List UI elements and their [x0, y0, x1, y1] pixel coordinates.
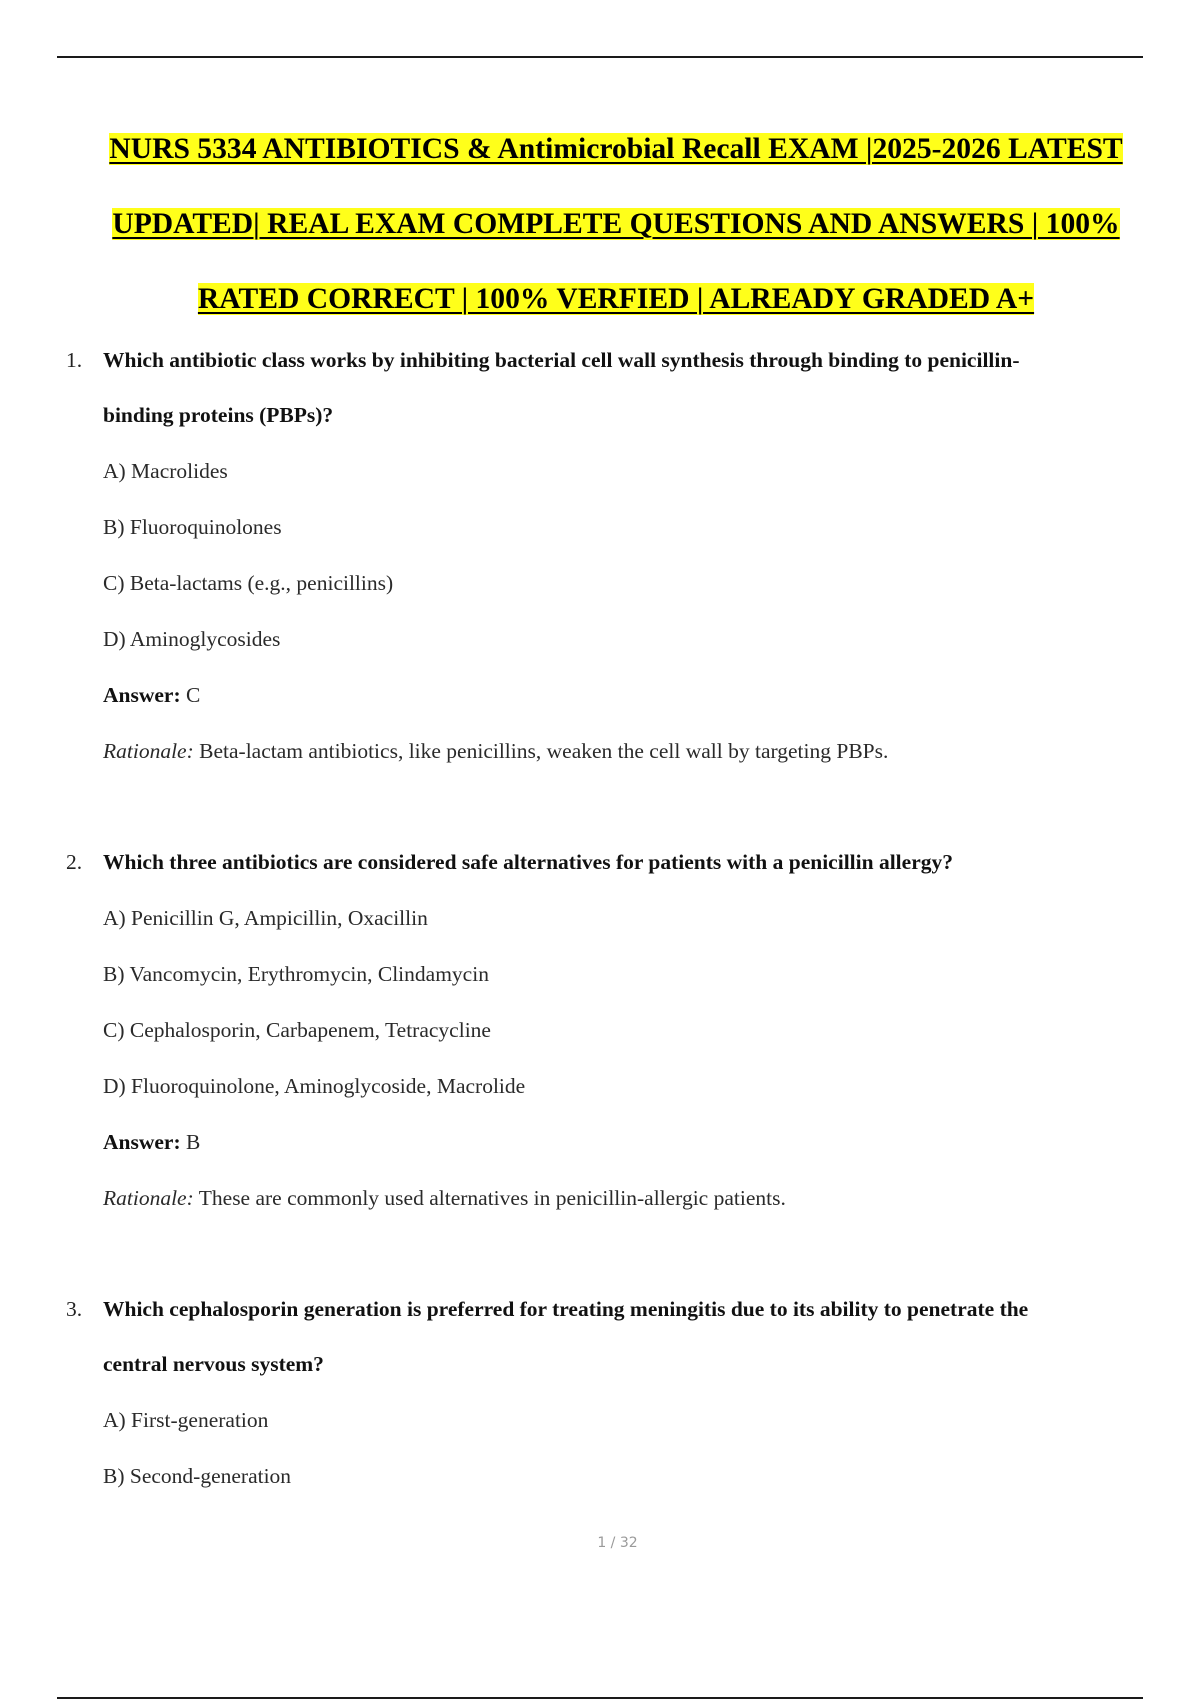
- rationale: [62, 723, 1152, 779]
- top-rule: [57, 56, 1143, 58]
- question-1: [62, 333, 1152, 779]
- question-text: [62, 835, 1152, 890]
- question-number: 3.: [66, 1297, 83, 1321]
- question-text-continued: [62, 1337, 1152, 1392]
- rationale-text: These are commonly used alternatives in penicillin-allergic patients.: [198, 1186, 786, 1210]
- option-b: B) Second-generation: [103, 1464, 292, 1488]
- question-text-line-1: Which cephalosporin generation is preferred for treating meningitis due to its ability to penetrate the: [103, 1297, 1029, 1321]
- answer-label: Answer:: [103, 683, 181, 707]
- option-c: C) Cephalosporin, Carbapenem, Tetracycline: [103, 1018, 491, 1042]
- option-b: B) Fluoroquinolones: [103, 515, 282, 539]
- question-2: [62, 835, 1152, 1226]
- rationale: [62, 1170, 1152, 1226]
- question-text-line-1: Which three antibiotics are considered safe alternatives for patients with a penicillin allergy?: [103, 850, 953, 874]
- option-c: C) Beta-lactams (e.g., penicillins): [103, 571, 394, 595]
- rationale-text: Beta-lactam antibiotics, like penicillins, weaken the cell wall by targeting PBPs.: [199, 739, 889, 763]
- question-text-line-2: binding proteins (PBPs)?: [103, 403, 334, 427]
- bottom-rule: [57, 1697, 1143, 1699]
- answer-value: B: [186, 1130, 201, 1154]
- rationale-label: Rationale:: [103, 739, 194, 763]
- answer-value: C: [186, 683, 201, 707]
- option-a: A) Penicillin G, Ampicillin, Oxacillin: [103, 906, 428, 930]
- answer: [62, 667, 1152, 723]
- question-number: 2.: [66, 850, 83, 874]
- option-d: D) Fluoroquinolone, Aminoglycoside, Macrolide: [103, 1074, 526, 1098]
- question-text: [62, 333, 1152, 388]
- option-d: D) Aminoglycosides: [103, 627, 281, 651]
- question-3: [62, 1282, 1152, 1504]
- title-line-2: UPDATED| REAL EXAM COMPLETE QUESTIONS AND ANSWERS | 100%: [112, 208, 1120, 240]
- question-text-continued: [62, 388, 1152, 443]
- page-indicator: 1 / 32: [597, 1535, 638, 1551]
- option-b: B) Vancomycin, Erythromycin, Clindamycin: [103, 962, 489, 986]
- rationale-label: Rationale:: [103, 1186, 194, 1210]
- question-number: 1.: [66, 348, 83, 372]
- answer: [62, 1114, 1152, 1170]
- question-text-line-1: Which antibiotic class works by inhibiting bacterial cell wall synthesis through binding to penicillin-: [103, 348, 1020, 372]
- document-title: [57, 112, 1175, 337]
- answer-label: Answer:: [103, 1130, 181, 1154]
- title-line-1: NURS 5334 ANTIBIOTICS & Antimicrobial Recall EXAM |2025-2026 LATEST: [109, 133, 1123, 165]
- title-line-3: RATED CORRECT | 100% VERFIED | ALREADY GRADED A+: [197, 283, 1035, 315]
- option-a: A) Macrolides: [103, 459, 228, 483]
- question-text: [62, 1282, 1152, 1337]
- question-text-line-2: central nervous system?: [103, 1352, 324, 1376]
- option-a: A) First-generation: [103, 1408, 269, 1432]
